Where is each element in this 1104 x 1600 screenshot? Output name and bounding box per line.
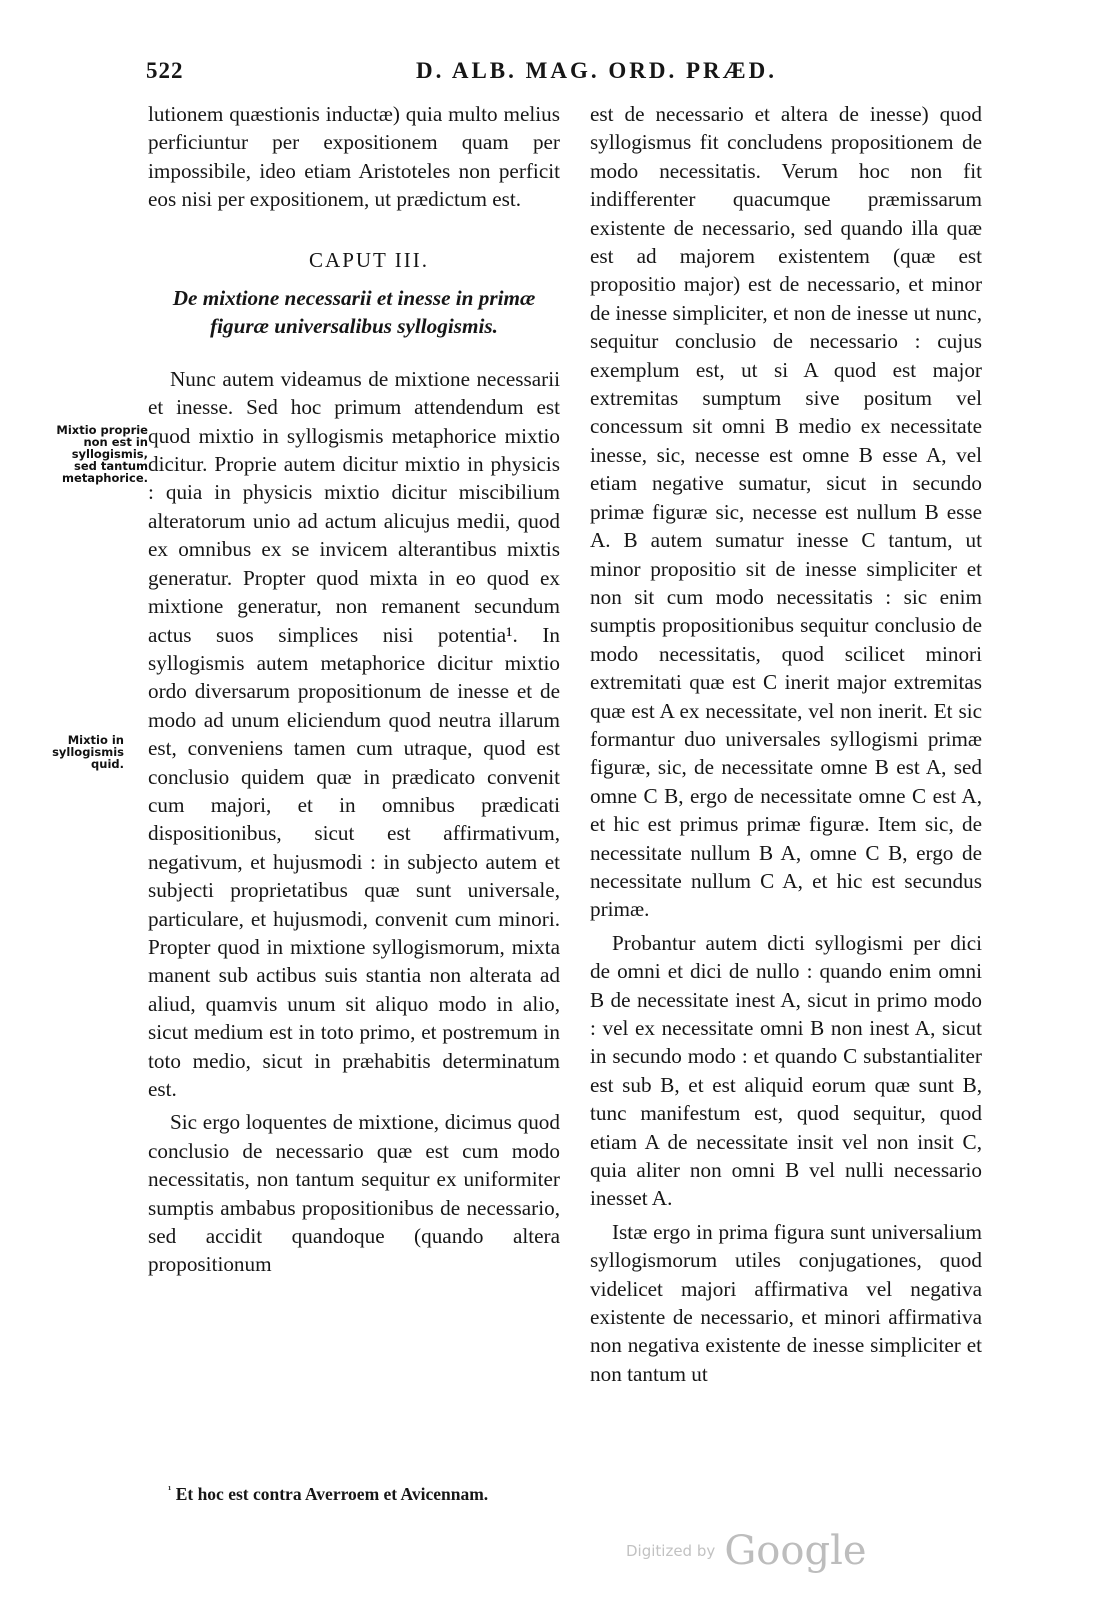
right-paragraph-1: Probantur autem dicti syllogismi per dici de omni et dici de nullo : quando enim omni B de necessitate inest A, sicut in primo modo : vel ex necessitate omni B non inest A, sicut in secundo modo : et quando C substantialiter est sub B, et est aliquid eorum quæ sunt B, tunc manifestum est, quod sequitur, quod etiam A de necessitate insit vel non insit C, quia aliter non omni B vel nulli necessario inesset A. [590, 930, 982, 1211]
digitized-watermark [626, 1528, 867, 1574]
running-head: D. ALB. MAG. ORD. PRÆD. [416, 58, 777, 83]
left-paragraph-1: Nunc autem videamus de mixtione necessarii et inesse. Sed hoc primum attendendum est quod mixtio in syllogismis metaphorice mixtio dicitur. Proprie autem dicitur mixtio in physicis : quia in physicis mixtio dicitur miscibilium alteratorum unio ad actum alicujus medii, quod ex omnibus ex se invicem alterantibus mixtis generatur. Propter quod mixta in eo quod ex mixtione generatur, non remanent secundum actus suos simplices nisi potentia¹. In syllogismis autem metaphorice dicitur mixtio ordo diversarum propositionum de inesse et de modo ad unum eliciendum quod neutra illarum est, conveniens tamen cum utraque, quod est conclusio quidem quæ in prædicato convenit cum majori, et in omnibus prædicati dispositionibus, sicut est affirmativum, negativum, et hujusmodi : in subjecto autem et subjecti proprietatibus quæ sunt universale, particulare, et hujusmodi, convenit cum minori. Propter quod in mixtione syllogismorum, mixta manent sub actibus suis stantia non alterata ad aliud, quamvis unum sit aliquo modo in alio, sicut medium est in toto primo, et postremum in toto medio, sicut in præhabitis determinatum est. [148, 366, 560, 1101]
margin-note-mixtio-proprie: Mixtio proprie non est in syllogismis, sed tantum metaphorice. [56, 423, 148, 485]
page-number: 522 [146, 58, 184, 83]
right-paragraph-2: Istæ ergo in prima figura sunt universalium syllogismorum utiles conjugationes, quod videlicet majori affirmativa vel negativa existente de necessario, et minori affirmativa non negativa existente de inesse simpliciter et non tantum ut [590, 1219, 982, 1386]
footnote [168, 1484, 488, 1505]
margin-note-mixtio-quid: Mixtio in syllogismis quid. [52, 733, 124, 771]
left-paragraph-2: Sic ergo loquentes de mixtione, dicimus quod conclusio de necessario quæ est cum modo necessitatis, non tantum sequitur ex uniformiter sumptis ambabus propositionibus de necessario, sed accidit quandoque (quando altera propositionum [148, 1110, 560, 1277]
footnote-marker: ¹ [168, 1484, 172, 1497]
left-continuation-paragraph: lutionem quæstionis inductæ) quia multo melius perficiuntur per expositionem quam per impossibile, ideo etiam Aristoteles non perficit eos nisi per expositionem, ut prædictum est. [148, 102, 560, 212]
chapter-heading: CAPUT III. [309, 247, 429, 272]
digitized-by-label: Digitized by [626, 1542, 716, 1560]
right-column [590, 100, 982, 1388]
page-header [146, 56, 976, 92]
footnote-text: Et hoc est contra Averroem et Avicennam. [175, 1484, 489, 1504]
left-column [148, 100, 560, 1279]
right-continuation-paragraph: est de necessario et altera de inesse) quod syllogismus fit concludens propositionem de modo necessitatis. Verum hoc non fit indifferenter quacumque præmissarum existente de necessario, sed quando illa quæ est ad majorem existentem (quæ est propositio major) est de necessario, et minor de inesse simpliciter, et non de inesse ut nunc, sequitur conclusio de necessario : cujus exemplum est, ut si A quod est major extremitas sumptum sive positum vel concessum sit omni B medio ex necessitate inesse, sic, necesse est omne B esse A, vel etiam negative sumatur, sicut in secundo primæ figuræ sic, necesse est nullum B esse A. B autem sumatur inesse C tantum, ut minor propositio sit de inesse simpliciter et non sit cum modo necessitatis : sic enim sumptis propositionibus sequitur conclusio de modo necessitatis, quod scilicet minori extremitati quæ est C inerit major extremitas quæ est A ex necessitate, vel non inerit. Et sic formantur duo universales syllogismi primæ figuræ, sic, de necessitate omne B est A, sed omne C B, ergo de necessitate omne C est A, et hic est primus primæ figuræ. Item sic, de necessitate nullum B A, omne C B, ergo de necessitate nullum C A, et hic est secundus primæ. [590, 102, 982, 922]
chapter-rubric: De mixtione necessarii et inesse in primæ figuræ universalibus syllogismis. [172, 286, 536, 339]
google-logo: Google [724, 1528, 867, 1574]
